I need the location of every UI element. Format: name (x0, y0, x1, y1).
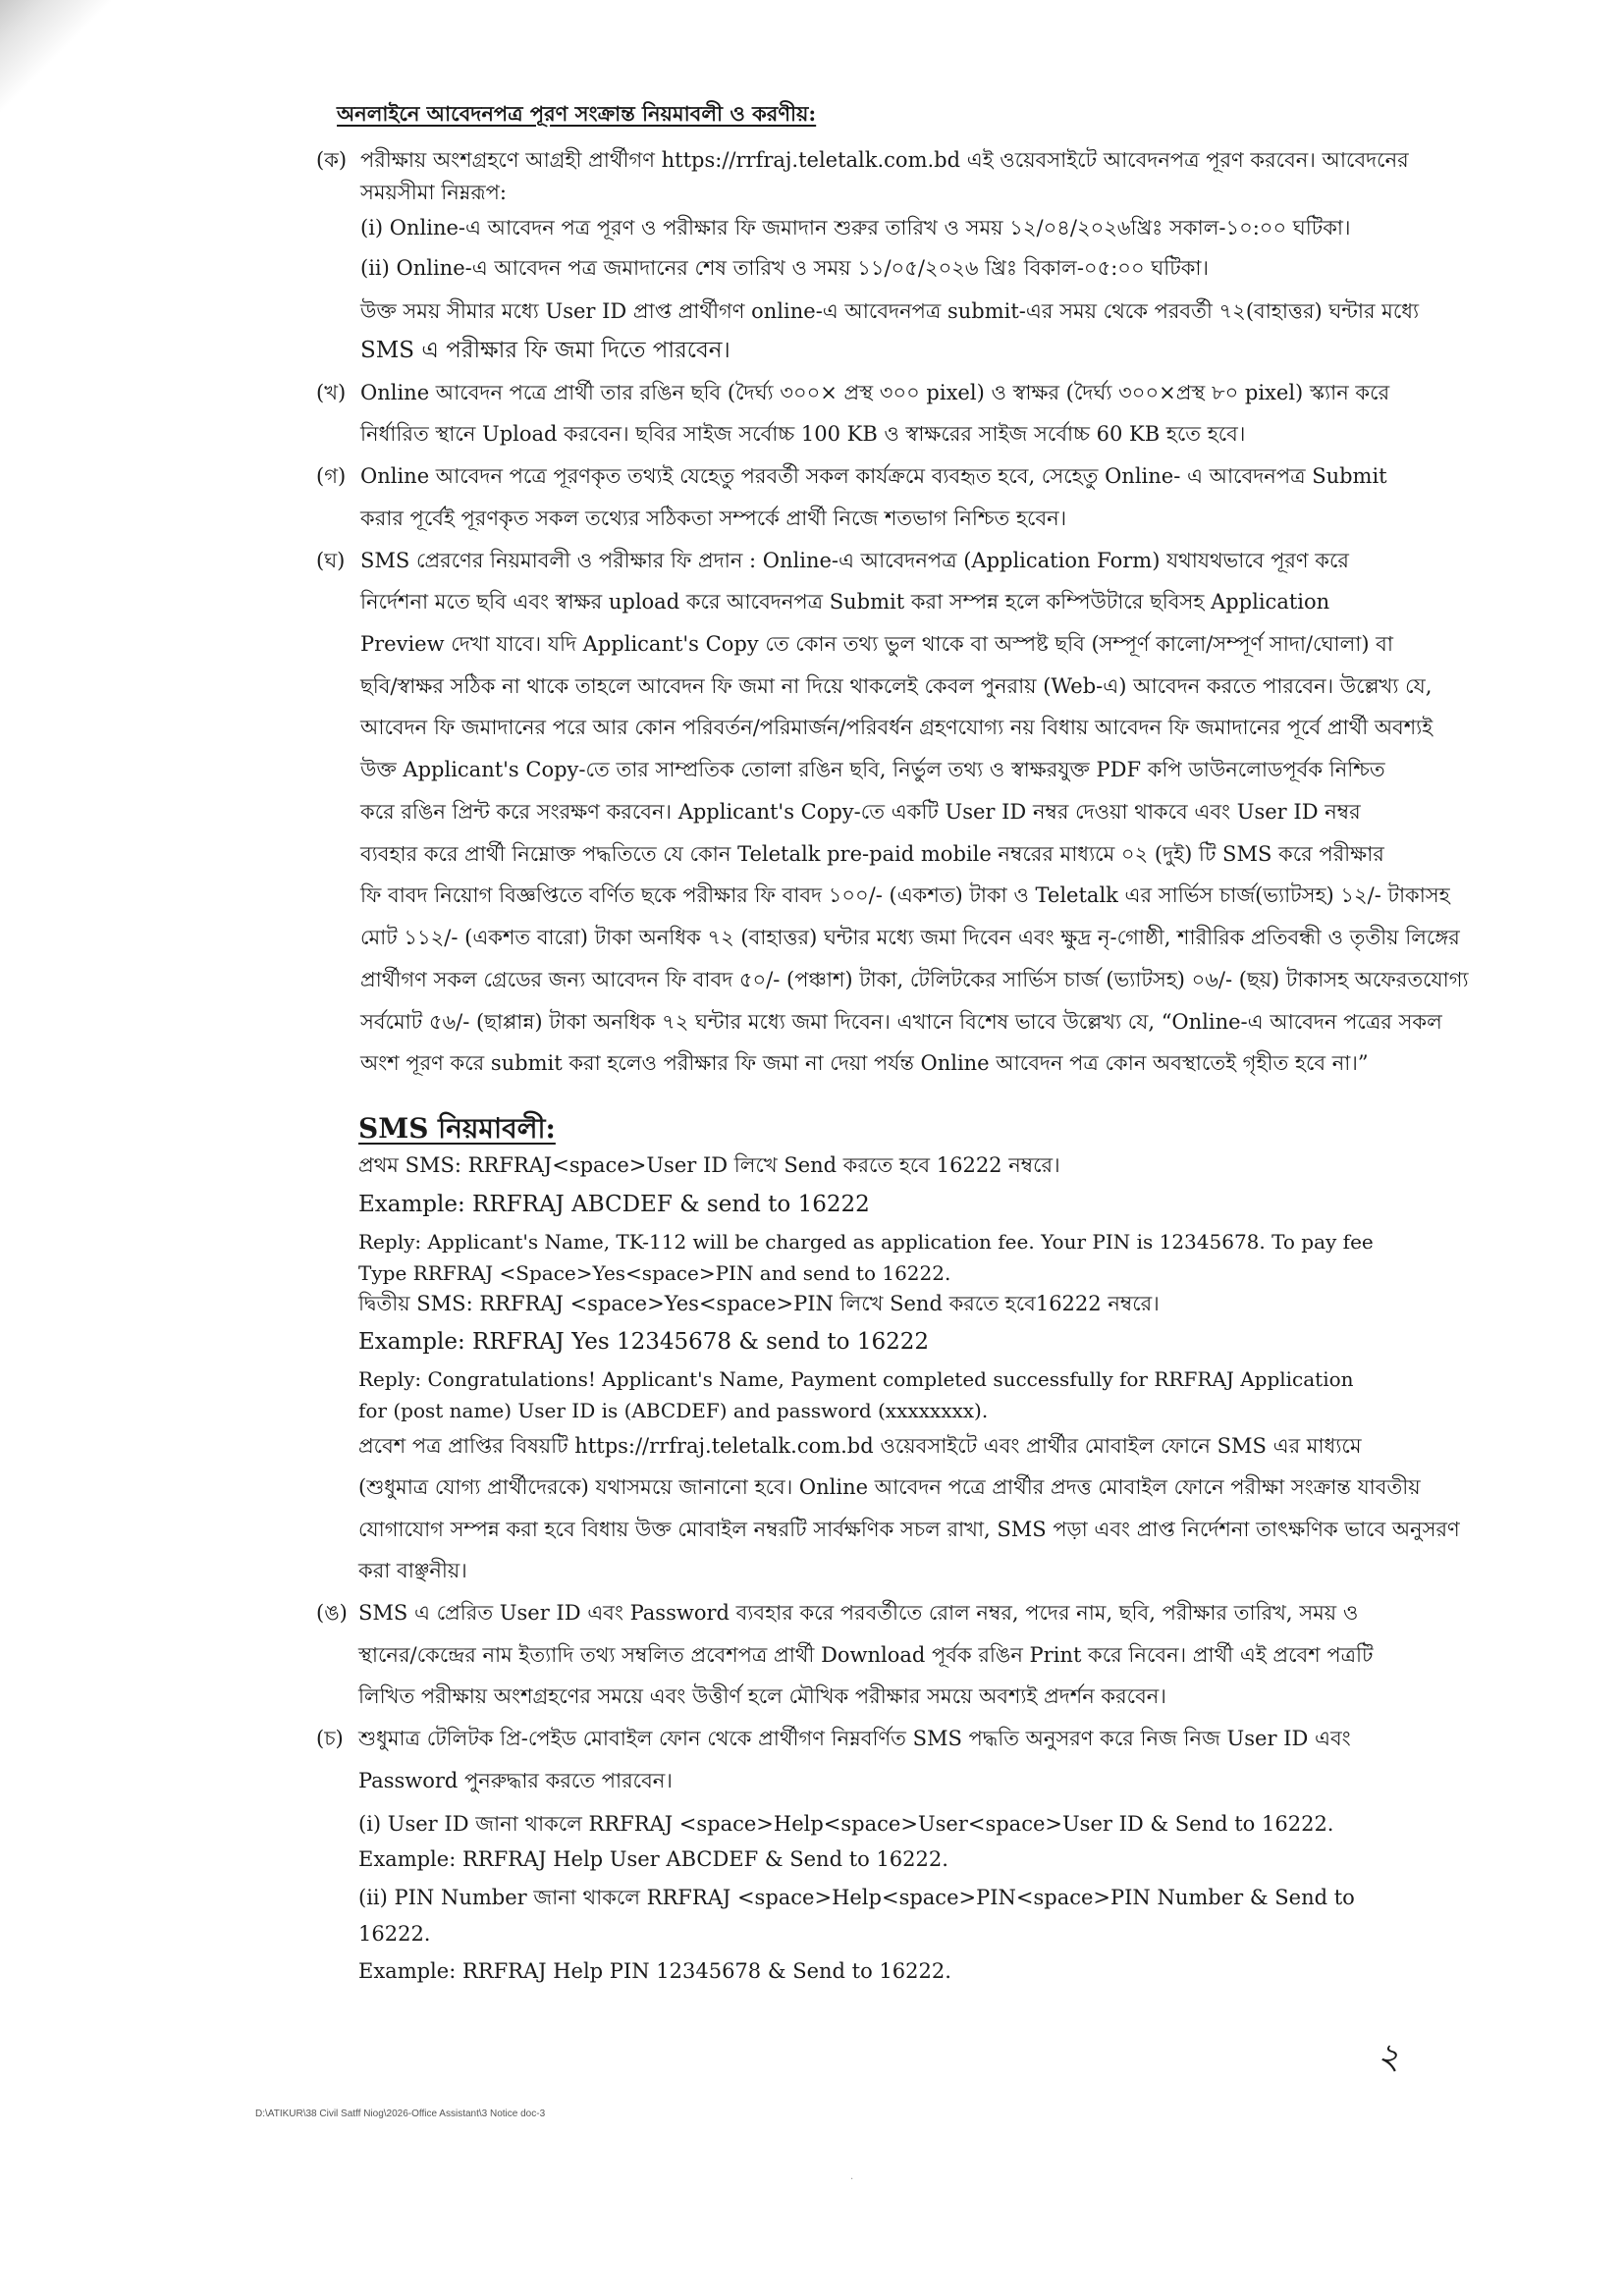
sms-line: Example: RRFRAJ ABCDEF & send to 16222 (358, 1192, 870, 1217)
section-heading: অনলাইনে আবেদনপত্র পূরণ সংক্রান্ত নিয়মাবলী ও করণীয়: (337, 101, 817, 126)
item-marker: (ঙ) (316, 1601, 348, 1625)
item-line: Online আবেদন পত্রে পূরণকৃত তথ্যই যেহেতু পরবর্তী সকল কার্যক্রমে ব্যবহৃত হবে, সেহেতু Online- এ আবেদনপত্র Submit (360, 464, 1387, 488)
item-line: স্থানের/কেন্দ্রের নাম ইত্যাদি তথ্য সম্বলিত প্রবেশপত্র প্রার্থী Download পূর্বক রঙিন Print করে নিবেন। প্রার্থী এই প্রবেশ পত্রটি (358, 1643, 1374, 1667)
sms-line: Example: RRFRAJ Yes 12345678 & send to 16222 (358, 1329, 929, 1355)
sms-line: দ্বিতীয় SMS: RRFRAJ <space>Yes<space>PIN লিখে Send করতে হবে16222 নম্বরে। (358, 1292, 1160, 1315)
item-line: করে রঙিন প্রিন্ট করে সংরক্ষণ করবেন। Applicant's Copy-তে একটি User ID নম্বর দেওয়া থাকবে এবং User ID নম্বর (360, 800, 1361, 824)
item-line: পরীক্ষায় অংশগ্রহণে আগ্রহী প্রার্থীগণ https://rrfraj.teletalk.com.bd এই ওয়েবসাইটে আবেদনপত্র পূরণ করবেন। আবেদনের (360, 148, 1409, 172)
item-line: নির্দেশনা মতে ছবি এবং স্বাক্ষর upload করে আবেদনপত্র Submit করা সম্পন্ন হলে কম্পিউটারে ছবিসহ Application (360, 590, 1330, 614)
item-line: SMS প্রেরণের নিয়মাবলী ও পরীক্ষার ফি প্রদান : Online-এ আবেদনপত্র (Application Form) যথাযথভাবে পূরণ করে (360, 549, 1349, 572)
item-line: (ii) PIN Number জানা থাকলে RRFRAJ <space>Help<space>PIN<space>PIN Number & Send to (358, 1886, 1355, 1909)
item-marker: (ঘ) (316, 549, 346, 572)
item-line: মোট ১১২/- (একশত বারো) টাকা অনধিক ৭২ (বাহাত্তর) ঘন্টার মধ্যে জমা দিবেন এবং ক্ষুদ্র নৃ-গোষ্ঠী, শারীরিক প্রতিবন্ধী ও তৃতীয় লিঙ্গের (360, 926, 1460, 949)
item-line: SMS এ পরীক্ষার ফি জমা দিতে পারবেন। (360, 338, 730, 363)
sms-line: Reply: Congratulations! Applicant's Name, Payment completed successfully for RRFRAJ Application (358, 1367, 1354, 1391)
item-line: লিখিত পরীক্ষায় অংশগ্রহণের সময়ে এবং উত্তীর্ণ হলে মৌখিক পরীক্ষার সময়ে অবশ্যই প্রদর্শন করবেন। (358, 1684, 1166, 1708)
item-line: আবেদন ফি জমাদানের পরে আর কোন পরিবর্তন/পরিমার্জন/পরিবর্ধন গ্রহণযোগ্য নয় বিধায় আবেদন ফি জমাদানের পূর্বে প্রার্থী অবশ্যই (360, 716, 1434, 739)
item-line: Example: RRFRAJ Help User ABCDEF & Send to 16222. (358, 1847, 948, 1871)
item-line: (i) User ID জানা থাকলে RRFRAJ <space>Help<space>User<space>User ID & Send to 16222. (358, 1812, 1334, 1836)
scan-speck: · (850, 2174, 854, 2185)
item-line: করার পূর্বেই পূরণকৃত সকল তথ্যের সঠিকতা সম্পর্কে প্রার্থী নিজে শতভাগ নিশ্চিত হবেন। (360, 507, 1067, 530)
item-line: ব্যবহার করে প্রার্থী নিম্নোক্ত পদ্ধতিতে যে কোন Teletalk pre-paid mobile নম্বরের মাধ্যমে ০২ (দুই) টি SMS করে পরীক্ষার (360, 842, 1384, 866)
item-line: Online আবেদন পত্রে প্রার্থী তার রঙিন ছবি (দৈর্ঘ্য ৩০০× প্রস্থ ৩০০ pixel) ও স্বাক্ষর (দৈর্ঘ্য ৩০০×প্রস্থ ৮০ pixel) স্ক্যান করে (360, 381, 1390, 404)
sms-line: Type RRFRAJ <Space>Yes<space>PIN and send to 16222. (358, 1261, 951, 1285)
sms-line: (শুধুমাত্র যোগ্য প্রার্থীদেরকে) যথাসময়ে জানানো হবে। Online আবেদন পত্রে প্রার্থীর প্রদত্ত মোবাইল ফোনে পরীক্ষা সংক্রান্ত যাবতীয় (358, 1475, 1421, 1499)
item-line: (i) Online-এ আবেদন পত্র পূরণ ও পরীক্ষার ফি জমাদান শুরুর তারিখ ও সময় ১২/০৪/২০২৬খ্রিঃ সকাল-১০:০০ ঘটিকা। (360, 216, 1351, 240)
sms-line: করা বাঞ্ছনীয়। (358, 1559, 467, 1582)
item-line: SMS এ প্রেরিত User ID এবং Password ব্যবহার করে পরবর্তীতে রোল নম্বর, পদের নাম, ছবি, পরীক্ষার তারিখ, সময় ও (358, 1601, 1359, 1625)
item-marker: (ক) (316, 148, 348, 172)
item-marker: (খ) (316, 381, 347, 404)
sms-line: যোগাযোগ সম্পন্ন করা হবে বিধায় উক্ত মোবাইল নম্বরটি সার্বক্ষণিক সচল রাখা, SMS পড়া এবং প্রাপ্ত নির্দেশনা তাৎক্ষণিক ভাবে অনুসরণ (358, 1518, 1460, 1541)
item-line: উক্ত Applicant's Copy-তে তার সাম্প্রতিক তোলা রঙিন ছবি, নির্ভুল তথ্য ও স্বাক্ষরযুক্ত PDF কপি ডাউনলোডপূর্বক নিশ্চিত (360, 758, 1385, 781)
item-line: উক্ত সময় সীমার মধ্যে User ID প্রাপ্ত প্রার্থীগণ online-এ আবেদনপত্র submit-এর সময় থেকে পরবর্তী ৭২(বাহাত্তর) ঘন্টার মধ্যে (360, 299, 1420, 323)
item-line: প্রার্থীগণ সকল গ্রেডের জন্য আবেদন ফি বাবদ ৫০/- (পঞ্চাশ) টাকা, টেলিটকের সার্ভিস চার্জ (ভ্যাটসহ) ০৬/- (ছয়) টাকাসহ অফেরতযোগ্য (360, 968, 1469, 991)
sms-line: Reply: Applicant's Name, TK-112 will be charged as application fee. Your PIN is 12345678. To pay fee (358, 1230, 1374, 1254)
item-line: ছবি/স্বাক্ষর সঠিক না থাকে তাহলে আবেদন ফি জমা না দিয়ে থাকলেই কেবল পুনরায় (Web-এ) আবেদন করতে পারবেন। উল্লেখ্য যে, (360, 674, 1433, 698)
item-marker: (গ) (316, 464, 347, 488)
sms-line: for (post name) User ID is (ABCDEF) and password (xxxxxxxx). (358, 1399, 989, 1422)
item-line: (ii) Online-এ আবেদন পত্র জমাদানের শেষ তারিখ ও সময় ১১/০৫/২০২৬ খ্রিঃ বিকাল-০৫:০০ ঘটিকা। (360, 256, 1209, 280)
folded-corner-shadow (0, 0, 167, 167)
item-line: 16222. (358, 1922, 431, 1946)
sms-line: প্রথম SMS: RRFRAJ<space>User ID লিখে Send করতে হবে 16222 নম্বরে। (358, 1153, 1060, 1177)
item-line: ফি বাবদ নিয়োগ বিজ্ঞপ্তিতে বর্ণিত ছকে পরীক্ষার ফি বাবদ ১০০/- (একশত) টাকা ও Teletalk এর সার্ভিস চার্জ(ভ্যাটসহ) ১২/- টাকাসহ (360, 883, 1450, 907)
sms-rules-title: SMS নিয়মাবলী: (358, 1112, 556, 1145)
sms-line: প্রবেশ পত্র প্রাপ্তির বিষয়টি https://rrfraj.teletalk.com.bd ওয়েবসাইটে এবং প্রার্থীর মোবাইল ফোনে SMS এর মাধ্যমে (358, 1434, 1362, 1458)
item-line: নির্ধারিত স্থানে Upload করবেন। ছবির সাইজ সর্বোচ্চ 100 KB ও স্বাক্ষরের সাইজ সর্বোচ্চ 60 KB হতে হবে। (360, 422, 1246, 446)
item-line: Password পুনরুদ্ধার করতে পারবেন। (358, 1769, 673, 1792)
item-line: Preview দেখা যাবে। যদি Applicant's Copy তে কোন তথ্য ভুল থাকে বা অস্পষ্ট ছবি (সম্পূর্ণ কালো/সম্পূর্ণ সাদা/ঘোলা) বা (360, 632, 1393, 656)
item-line: সময়সীমা নিম্নরূপ: (360, 181, 507, 204)
item-line: সর্বমোট ৫৬/- (ছাপ্পান্ন) টাকা অনধিক ৭২ ঘন্টার মধ্যে জমা দিবেন। এখানে বিশেষ ভাবে উল্লেখ্য যে, “Online-এ আবেদন পত্রের সকল (360, 1010, 1442, 1034)
item-line: Example: RRFRAJ Help PIN 12345678 & Send to 16222. (358, 1959, 951, 1983)
item-marker: (চ) (316, 1727, 344, 1750)
item-line: শুধুমাত্র টেলিটক প্রি-পেইড মোবাইল ফোন থেকে প্রার্থীগণ নিম্নবর্ণিত SMS পদ্ধতি অনুসরণ করে নিজ নিজ User ID এবং (358, 1727, 1351, 1750)
item-line: অংশ পূরণ করে submit করা হলেও পরীক্ষার ফি জমা না দেয়া পর্যন্ত Online আবেদন পত্র কোন অবস্থাতেই গৃহীত হবে না।” (360, 1051, 1369, 1075)
file-path-footer: D:\ATIKUR\38 Civil Satff Niog\2026-Office Assistant\3 Notice doc-3 (255, 2109, 546, 2119)
page-number: ২ (1377, 2037, 1400, 2077)
